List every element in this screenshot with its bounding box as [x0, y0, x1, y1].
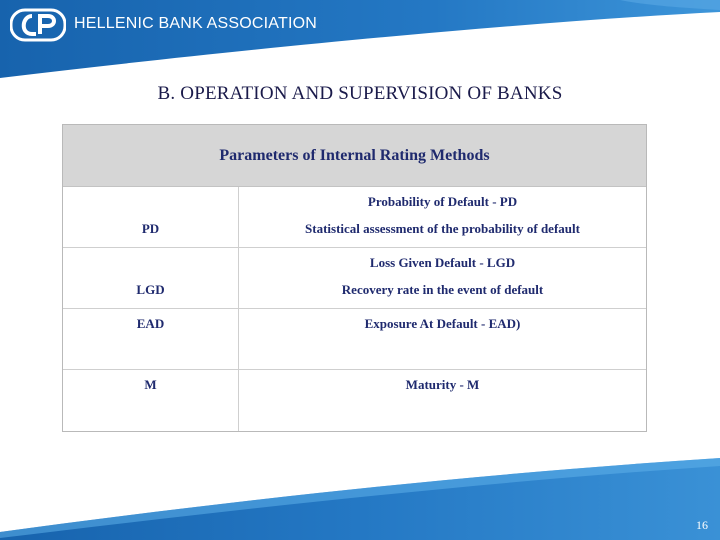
hba-logo-icon: [10, 8, 66, 42]
table-header: [63, 125, 646, 187]
param-label: M: [144, 377, 157, 392]
table-row-lgd: [63, 248, 646, 309]
footer-banner: [0, 440, 720, 540]
param-detail-cell: [239, 248, 646, 308]
param-cell: [63, 187, 239, 247]
param-label: LGD: [136, 282, 165, 297]
param-label: PD: [141, 221, 160, 236]
parameters-table: [62, 124, 647, 432]
param-name: Exposure At Default - EAD): [364, 316, 521, 331]
param-detail-cell: [239, 309, 646, 369]
param-description: Recovery rate in the event of default: [341, 282, 544, 297]
param-cell: [63, 370, 239, 431]
slide-title: B. OPERATION AND SUPERVISION OF BANKS: [157, 83, 563, 104]
param-description: Statistical assessment of the probability of default: [305, 221, 580, 236]
param-label: EAD: [136, 316, 165, 331]
param-name: Loss Given Default - LGD: [369, 255, 516, 270]
brand-name: HELLENIC BANK ASSOCIATION: [74, 15, 317, 32]
param-cell: [63, 248, 239, 308]
table-row-m: [63, 370, 646, 431]
page-number: 16: [696, 518, 708, 532]
table-row-pd: [63, 187, 646, 248]
table-row-ead: [63, 309, 646, 370]
header-banner: [0, 0, 720, 82]
param-detail-cell: [239, 370, 646, 431]
param-name: Maturity - M: [405, 377, 480, 392]
param-cell: [63, 309, 239, 369]
table-heading: Parameters of Internal Rating Methods: [219, 146, 490, 164]
param-detail-cell: [239, 187, 646, 247]
param-name: Probability of Default - PD: [367, 194, 518, 209]
